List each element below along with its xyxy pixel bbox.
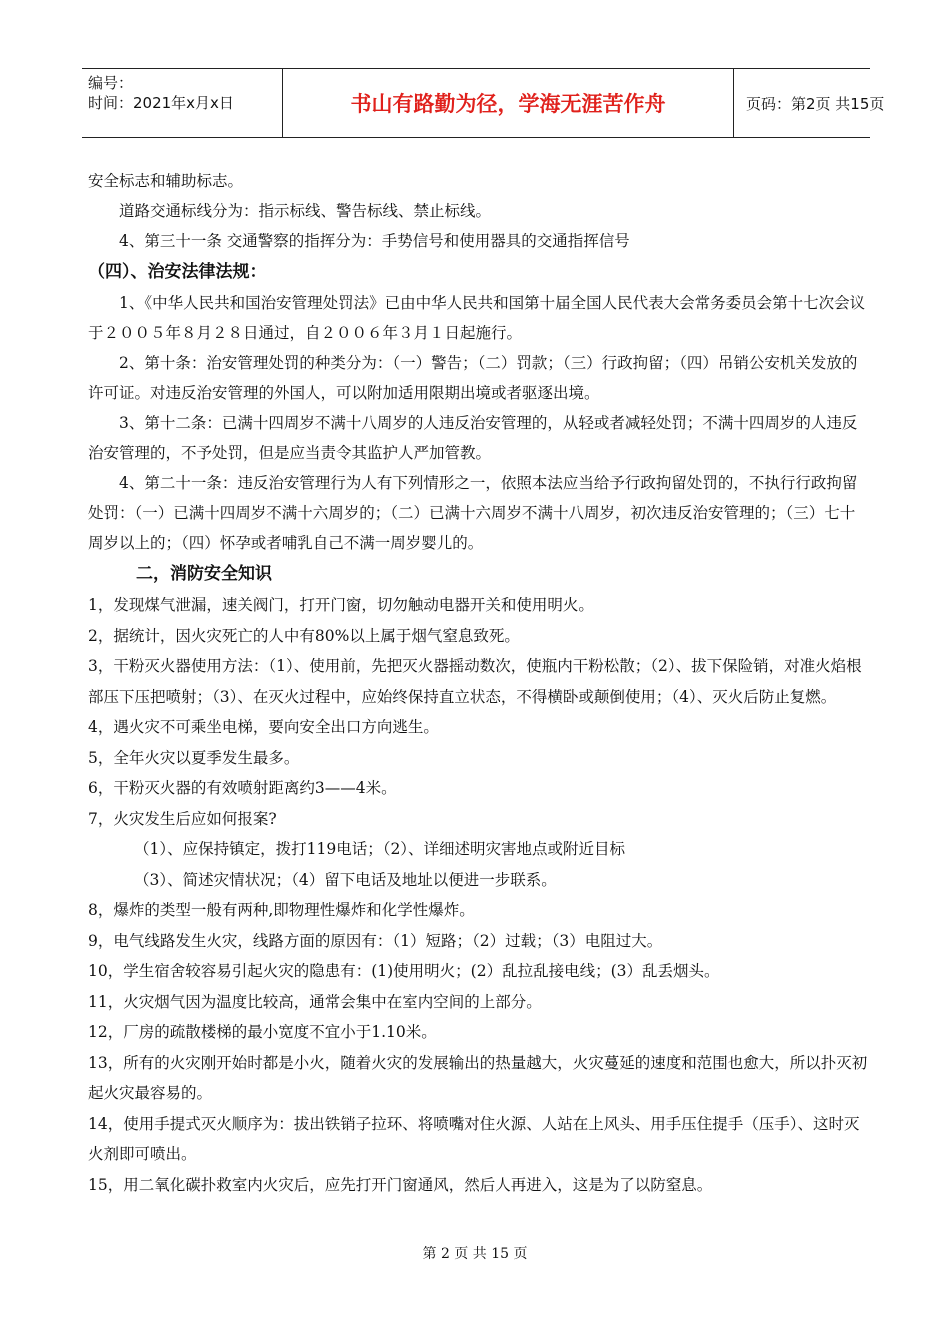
fire-item: 13，所有的火灾刚开始时都是小火，随着火灾的发展输出的热量越大，火灾蔓延的速度和范围也愈大，所以扑灭初起火灾最容易的。 <box>88 1053 868 1102</box>
fire-item: 8，爆炸的类型一般有两种,即物理性爆炸和化学性爆炸。 <box>88 901 475 919</box>
paragraph: 道路交通标线分为：指示标线、警告标线、禁止标线。 <box>119 202 492 220</box>
fire-item: 3，干粉灭火器使用方法：（1）、使用前，先把灭火器摇动数次，使瓶内干粉松散；（2）、拔下保险销，对准火焰根部压下压把喷射；（3）、在灭火过程中，应始终保持直立状态，不得横卧或颠倒使用；（4）、灭火后防止复燃。 <box>88 657 862 706</box>
fire-item: 12，厂房的疏散楼梯的最小宽度不宜小于1.10米。 <box>88 1023 437 1041</box>
law-item: 3、第十二条：已满十四周岁不满十八周岁的人违反治安管理的，从轻或者减轻处罚；不满十四周岁的人违反治安管理的，不予处罚，但是应当责令其监护人严加管教。 <box>88 414 858 462</box>
fire-subitem: （3）、简述灾情状况；（4）留下电话及地址以便进一步联系。 <box>134 870 557 889</box>
section-heading-law: （四）、治安法律法规： <box>88 262 267 282</box>
fire-item: 2，据统计，因火灾死亡的人中有80%以上属于烟气窒息致死。 <box>88 626 520 645</box>
header-motto: 书山有路勤为径，学海无涯苦作舟 <box>282 69 734 137</box>
fire-item: 6，干粉灭火器的有效喷射距离约3——4米。 <box>88 779 397 797</box>
fire-item: 7，火灾发生后应如何报案? <box>88 809 277 828</box>
fire-item: 14，使用手提式灭火顺序为：拔出铁销子拉环、将喷嘴对住火源、人站在上风头、用手压住提手（压手）、这时灭火剂即可喷出。 <box>88 1114 860 1163</box>
time-label: 时间：2021年x月x日 <box>88 94 234 112</box>
number-label: 编号： <box>88 74 134 92</box>
header-page-info: 页码：第2页 共15页 <box>746 94 885 113</box>
fire-item: 4，遇火灾不可乘坐电梯，要向安全出口方向逃生。 <box>88 718 439 736</box>
fire-item: 11，火灾烟气因为温度比较高，通常会集中在室内空间的上部分。 <box>88 992 542 1011</box>
fire-item: 5，全年火灾以夏季发生最多。 <box>88 748 300 767</box>
fire-item: 1，发现煤气泄漏，速关阀门，打开门窗，切勿触动电器开关和使用明火。 <box>88 596 594 614</box>
header-left <box>82 69 282 137</box>
document-body <box>88 166 868 1200</box>
paragraph: 安全标志和辅助标志。 <box>88 172 244 190</box>
paragraph: 4、第三十一条 交通警察的指挥分为：手势信号和使用器具的交通指挥信号 <box>119 232 630 250</box>
law-item: 4、第二十一条：违反治安管理行为人有下列情形之一，依照本法应当给予行政拘留处罚的，不执行行政拘留处罚：（一）已满十四周岁不满十六周岁的；（二）已满十六周岁不满十八周岁，初次违反治安管理的；（三）七十周岁以上的；（四）怀孕或者哺乳自己不满一周岁婴儿的。 <box>88 474 858 552</box>
law-item: 1、《中华人民共和国治安管理处罚法》已由中华人民共和国第十届全国人民代表大会常务委员会第十七次会议于２００５年８月２８日通过，自２００６年３月１日起施行。 <box>88 294 866 342</box>
fire-item: 9，电气线路发生火灾，线路方面的原因有：（1）短路；（2）过载；（3）电阻过大。 <box>88 931 663 950</box>
law-item: 2、第十条：治安管理处罚的种类分为：（一）警告；（二）罚款；（三）行政拘留；（四）吊销公安机关发放的许可证。对违反治安管理的外国人，可以附加适用限期出境或者驱逐出境。 <box>88 354 858 402</box>
fire-subitem: （1）、应保持镇定，拨打119电话；（2）、详细述明灾害地点或附近目标 <box>134 840 626 858</box>
fire-item: 10，学生宿舍较容易引起火灾的隐患有：(1)使用明火；(2）乱拉乱接电线；(3）乱丢烟头。 <box>88 962 720 980</box>
page-footer: 第 2 页 共 15 页 <box>422 1246 528 1262</box>
fire-item: 15，用二氧化碳扑救室内火灾后，应先打开门窗通风，然后人再进入，这是为了以防窒息。 <box>88 1175 713 1194</box>
section-heading-fire: 二，消防安全知识 <box>136 564 272 584</box>
page-header <box>82 68 885 138</box>
